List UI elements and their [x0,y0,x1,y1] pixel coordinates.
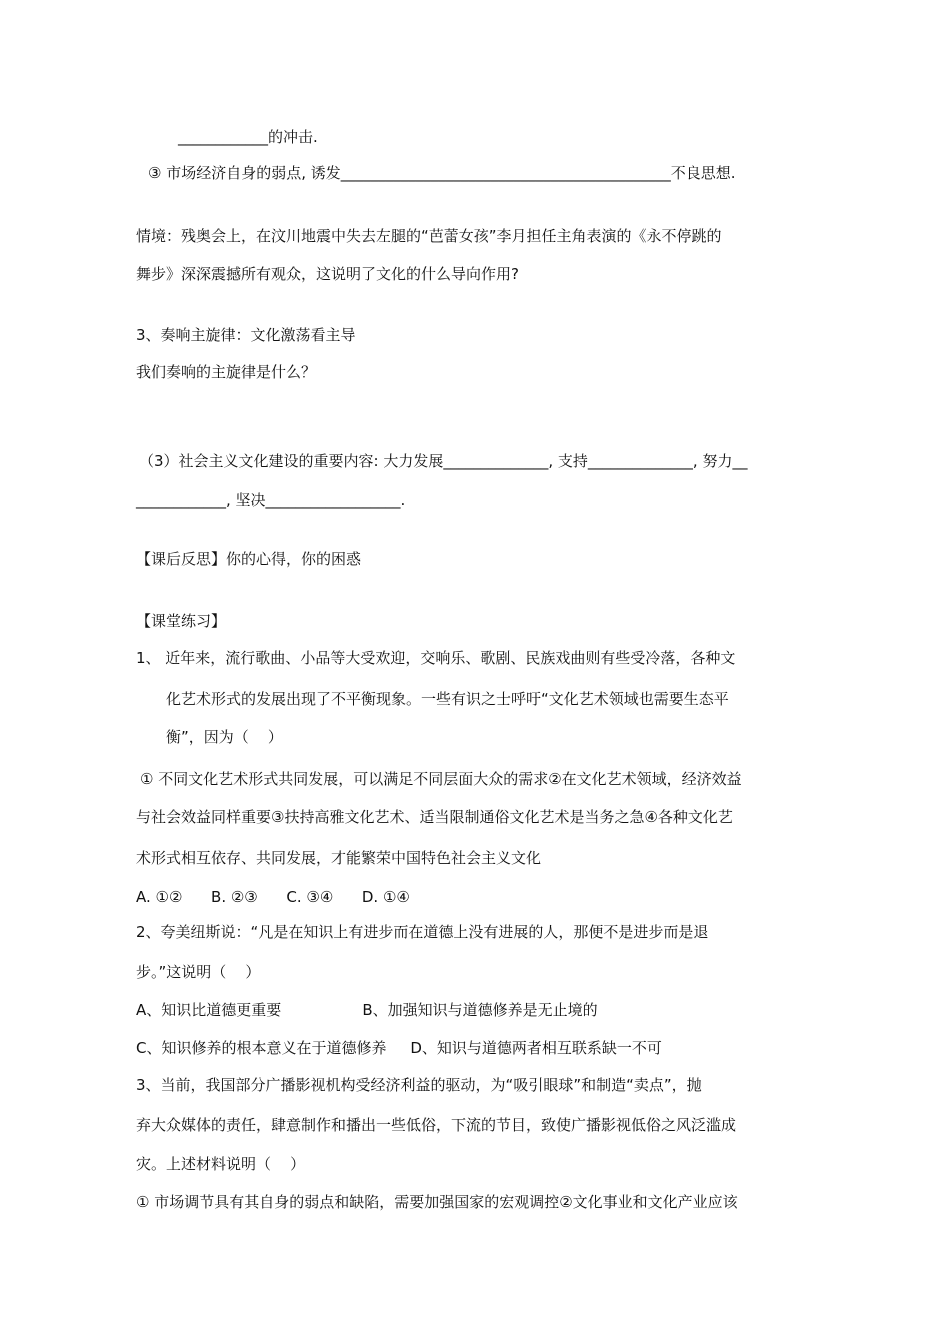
question-3-line-3: 灾。上述材料说明（ ） [136,1155,306,1173]
reflection-heading: 【课后反思】你的心得，你的困惑 [136,550,362,568]
question-1-option-line-1: ① 不同文化艺术形式共同发展，可以满足不同层面大众的需求②在文化艺术领域，经济效益 [140,770,742,788]
question-1-line-1: 1、 近年来，流行歌曲、小品等大受欢迎，交响乐、歌剧、民族戏曲则有些受冷落，各种文 [136,649,736,667]
text-line-6: 我们奏响的主旋律是什么？ [136,363,317,381]
question-1-option-line-3: 术形式相互依存、共同发展，才能繁荣中国特色社会主义文化 [136,849,542,867]
question-3-line-1: 3、当前，我国部分广播影视机构受经济利益的驱动，为“吸引眼球”和制造“卖点”，抛 [136,1076,702,1094]
text-line-7: （3）社会主义文化建设的重要内容: 大力发展______________, 支持______________, 努力__ [139,452,748,470]
question-1-line-2: 化艺术形式的发展出现了不平衡现象。一些有识之士呼吁“文化艺术领域也需要生态平 [166,690,729,708]
question-1-option-line-2: 与社会效益同样重要③扶持高雅文化艺术、适当限制通俗文化艺术是当务之急④各种文化艺 [136,808,733,826]
section-heading-3: 3、奏响主旋律：文化激荡看主导 [136,326,356,344]
question-2-choices-ab: A、知识比道德更重要 B、加强知识与道德修养是无止境的 [136,1001,598,1019]
question-3-line-2: 弃大众媒体的责任，肆意制作和播出一些低俗，下流的节目，致使广播影视低俗之风泛滥成 [136,1116,737,1134]
practice-heading: 【课堂练习】 [136,612,227,630]
question-2-choices-cd: C、知识修养的根本意义在于道德修养 D、知识与道德两者相互联系缺一不可 [136,1039,662,1057]
question-1-line-3: 衡”，因为（ ） [166,728,283,746]
question-2-line-2: 步。”这说明（ ） [136,963,261,981]
text-line-3: 情境：残奥会上，在汶川地震中失去左腿的“芭蕾女孩”李月担任主角表演的《永不停跳的 [136,227,722,245]
question-2-line-1: 2、夸美纽斯说：“凡是在知识上有进步而在道德上没有进展的人，那便不是进步而是退 [136,923,709,941]
text-line-1: ____________的冲击. [178,128,318,146]
question-1-choices: A. ①② B. ②③ C. ③④ D. ①④ [136,888,410,906]
text-line-4: 舞步》深深震撼所有观众，这说明了文化的什么导向作用? [136,265,519,283]
text-line-8: ____________, 坚决__________________. [136,491,406,509]
question-3-option-line-1: ① 市场调节具有其自身的弱点和缺陷，需要加强国家的宏观调控②文化事业和文化产业应该 [136,1193,738,1211]
text-line-2: ③ 市场经济自身的弱点, 诱发____________________________________________不良思想. [148,164,736,182]
